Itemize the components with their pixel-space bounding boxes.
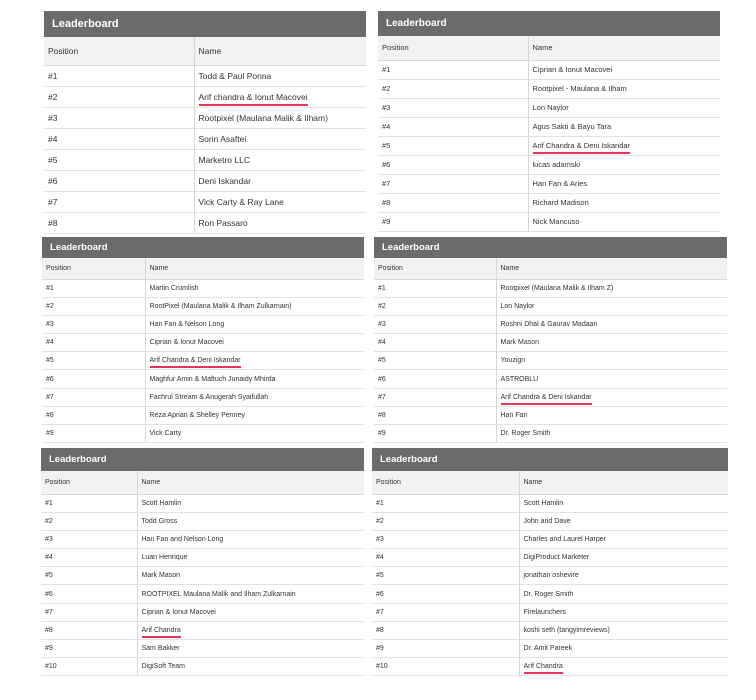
name-text: Scott Hamlin [523,499,564,507]
position-cell: #4 [41,549,137,567]
table-row [42,334,364,352]
name-text: Todd & Paul Ponna [198,70,272,81]
name-text: Dr. Amit Pareek [523,645,573,653]
table-row [378,174,720,193]
position-cell: #6 [372,585,519,603]
column-header-position: Position [374,258,496,279]
table-row [374,279,727,297]
column-header-position: Position [42,258,145,279]
name-text: Nick Mancuso [532,217,580,226]
position-cell: #1 [42,279,145,297]
name-text: Martin Crumlish [149,284,199,292]
leaderboard-1 [44,11,366,234]
leaderboard-title: Leaderboard [42,237,364,258]
table-row [378,79,720,98]
name-text: Dr. Roger Smith [500,430,551,438]
table-row [374,352,727,370]
name-cell [194,170,366,191]
name-text: Roshni Dhal & Gaurav Madaan [500,320,598,328]
leaderboard-title: Leaderboard [378,11,720,36]
highlighted-name: Arif Chandra [524,663,563,674]
leaderboard-title: Leaderboard [41,448,364,471]
position-cell: #8 [378,193,528,212]
leaderboard-table [374,258,727,443]
position-cell: #9 [378,212,528,231]
position-cell: #5 [42,352,145,370]
position-cell: #1 [374,279,496,297]
table-row [44,191,366,212]
name-text: Ciprian & Ionut Macovei [141,608,216,616]
table-row [44,65,366,86]
column-header-name: Name [528,36,720,60]
position-cell: #6 [378,155,528,174]
table-row [41,585,364,603]
name-text: Rootpixel (Maulana Malik & Ilham) [198,112,328,123]
table-row [372,603,728,621]
position-cell: #3 [41,530,137,548]
name-cell [528,212,720,231]
position-cell: #2 [374,297,496,315]
position-cell: #9 [372,640,519,658]
position-cell: #7 [372,603,519,621]
name-cell [528,193,720,212]
name-text: Han Fan and Nelson Long [141,535,224,543]
name-cell [528,155,720,174]
table-row [44,149,366,170]
table-row [41,658,364,676]
position-cell: #3 [374,315,496,333]
leaderboard-table [42,258,364,443]
table-row [372,530,728,548]
name-cell [519,549,728,567]
position-cell: #8 [44,212,194,233]
name-cell [137,658,364,676]
name-cell [519,640,728,658]
name-cell-highlighted [519,658,728,676]
name-cell [145,279,364,297]
name-text: Rootpixel (Maulana Malik & Ilham Z) [500,284,614,292]
name-cell [519,603,728,621]
name-text: ROOTPIXEL Maulana Malik and Ilham Zulkarnain [141,590,296,598]
name-text: ASTROBLU [500,375,539,383]
name-cell [496,425,727,443]
highlighted-name: Arif Chandra & Deni Iskandar [150,357,241,368]
name-cell [145,297,364,315]
position-cell: #5 [372,567,519,585]
highlighted-name: Arif chandra & Ionut Macovei [199,92,308,106]
name-text: Vick Carty & Ray Lane [198,196,284,207]
table-row [374,370,727,388]
leaderboard-title: Leaderboard [44,11,366,37]
table-row [41,621,364,639]
column-header-name: Name [137,471,364,494]
position-cell: #5 [41,567,137,585]
name-text: Sam Bakker [141,645,180,653]
column-header-name: Name [496,258,727,279]
position-cell: #4 [378,117,528,136]
name-cell [496,352,727,370]
table-row [42,315,364,333]
name-text: Charles and Laurel Harper [523,535,606,543]
table-row [378,193,720,212]
table-row [378,60,720,79]
position-cell: #2 [44,86,194,107]
leaderboard-4 [374,237,727,443]
table-row [378,136,720,155]
name-text: Marketro LLC [198,154,250,165]
position-cell: #5 [378,136,528,155]
name-text: Mark Mason [500,339,540,347]
table-row [378,155,720,174]
name-cell [145,425,364,443]
position-cell: #10 [41,658,137,676]
table-row [41,530,364,548]
position-cell: #3 [378,98,528,117]
name-cell [496,406,727,424]
column-header-name: Name [145,258,364,279]
position-cell: #1 [372,494,519,512]
name-cell [145,406,364,424]
name-cell [496,370,727,388]
highlighted-name: Arif Chandra & Deni Iskandar [501,394,592,405]
name-cell [194,65,366,86]
name-cell [519,494,728,512]
table-row [374,334,727,352]
name-cell [145,315,364,333]
name-text: Lon Naylor [532,103,569,112]
position-cell: #2 [42,297,145,315]
name-cell [528,60,720,79]
name-text: DigiSoft Team [141,663,185,671]
name-text: lucas adamski [532,160,581,169]
name-cell [519,621,728,639]
name-cell [496,315,727,333]
name-cell [496,334,727,352]
table-row [41,512,364,530]
position-cell: #7 [41,603,137,621]
position-cell: #1 [41,494,137,512]
name-text: jonathan oshevire [523,572,579,580]
table-row [41,494,364,512]
name-cell [137,530,364,548]
position-cell: #6 [42,370,145,388]
name-text: Todd Gross [141,517,178,525]
table-row [41,549,364,567]
table-row [44,212,366,233]
position-cell: #4 [374,334,496,352]
position-cell: #5 [44,149,194,170]
leaderboard-table [372,471,728,676]
position-cell: #3 [42,315,145,333]
table-row [372,658,728,676]
position-cell: #8 [374,406,496,424]
table-row [372,585,728,603]
name-text: Han Fan [500,411,528,419]
position-cell: #4 [44,128,194,149]
table-row [41,603,364,621]
table-row [44,107,366,128]
position-cell: #9 [41,640,137,658]
name-cell [137,512,364,530]
name-text: Luan Henrique [141,554,188,562]
name-text: Lon Naylor [500,302,535,310]
position-cell: #9 [42,425,145,443]
name-cell [137,585,364,603]
table-row [42,425,364,443]
name-text: Dr. Roger Smith [523,590,574,598]
table-row [372,621,728,639]
name-cell [137,494,364,512]
name-cell-highlighted [496,388,727,406]
table-row [42,279,364,297]
table-row [42,370,364,388]
position-cell: #7 [374,388,496,406]
name-cell [528,117,720,136]
name-cell-highlighted [194,86,366,107]
column-header-position: Position [372,471,519,494]
name-text: Han Fan & Nelson Long [149,320,225,328]
table-row [378,98,720,117]
leaderboard-5 [41,448,364,676]
leaderboard-title: Leaderboard [374,237,727,258]
table-row [374,297,727,315]
name-text: John and Dave [523,517,571,525]
position-cell: #8 [372,621,519,639]
table-row [42,352,364,370]
leaderboard-3 [42,237,364,443]
position-cell: #3 [44,107,194,128]
position-cell: #4 [372,549,519,567]
name-text: DigiProduct Marketer [523,554,590,562]
name-cell [137,640,364,658]
name-cell [194,128,366,149]
name-text: Deni Iskandar [198,175,251,186]
table-row [44,86,366,107]
table-row [44,128,366,149]
position-cell: #2 [372,512,519,530]
position-cell: #6 [44,170,194,191]
name-cell [519,512,728,530]
column-header-position: Position [41,471,137,494]
name-cell [194,107,366,128]
name-cell [528,98,720,117]
position-cell: #8 [41,621,137,639]
position-cell: #8 [42,406,145,424]
highlighted-name: Arif Chandra & Deni Iskandar [533,141,631,154]
table-row [42,297,364,315]
name-text: Fachrul Stream & Anugerah Syaifullah [149,393,269,401]
name-text: Sorin Asaftei [198,133,247,144]
name-cell [519,530,728,548]
position-cell: #7 [44,191,194,212]
column-header-position: Position [44,37,194,65]
position-cell: #7 [42,388,145,406]
table-row [374,425,727,443]
highlighted-name: Arif Chandra [142,627,181,638]
position-cell: #1 [378,60,528,79]
name-text: Firelaunchers [523,608,566,616]
name-text: Vick Carty [149,430,182,438]
column-header-name: Name [519,471,728,494]
name-text: Rootpixel - Maulana & Ilham [532,84,627,93]
position-cell: #10 [372,658,519,676]
position-cell: #6 [41,585,137,603]
leaderboard-table [44,37,366,234]
table-row [372,640,728,658]
name-text: Ciprian & Ionut Macovei [532,65,613,74]
position-cell: #2 [41,512,137,530]
table-row [378,212,720,231]
table-row [372,512,728,530]
name-cell-highlighted [528,136,720,155]
table-row [372,567,728,585]
column-header-name: Name [194,37,366,65]
name-cell [145,388,364,406]
name-cell [194,191,366,212]
table-row [372,494,728,512]
table-row [374,388,727,406]
name-cell [145,370,364,388]
table-row [42,406,364,424]
leaderboard-6 [372,448,728,676]
name-text: Mark Mason [141,572,181,580]
name-cell [145,334,364,352]
name-text: Youzign [500,357,526,365]
position-cell: #3 [372,530,519,548]
position-cell: #1 [44,65,194,86]
leaderboard-2 [378,11,720,232]
table-row [44,170,366,191]
name-cell [519,585,728,603]
name-cell [519,567,728,585]
name-cell [194,212,366,233]
name-cell-highlighted [145,352,364,370]
name-cell [137,603,364,621]
leaderboard-title: Leaderboard [372,448,728,471]
table-row [374,406,727,424]
name-text: Richard Madison [532,198,589,207]
table-row [374,315,727,333]
name-text: Scott Hamlin [141,499,182,507]
name-cell [496,279,727,297]
name-text: koshi seth (tangyimreviews) [523,626,610,634]
name-cell [194,149,366,170]
leaderboard-table [378,36,720,232]
position-cell: #7 [378,174,528,193]
name-cell [137,549,364,567]
name-text: Ciprian & Ionut Macovei [149,339,224,347]
table-row [41,567,364,585]
name-text: Maghfur Amin & Maftuch Junaidy Mhirda [149,375,276,383]
name-text: Han Fan & Aries [532,179,588,188]
name-cell [496,297,727,315]
leaderboard-table [41,471,364,676]
position-cell: #9 [374,425,496,443]
table-row [378,117,720,136]
name-text: RootPixel (Maulana Malik & Ilham Zulkarnain) [149,302,292,310]
name-text: Ron Passaro [198,217,248,228]
name-cell [528,174,720,193]
table-row [372,549,728,567]
table-row [41,640,364,658]
name-cell [137,567,364,585]
position-cell: #4 [42,334,145,352]
position-cell: #2 [378,79,528,98]
position-cell: #5 [374,352,496,370]
name-text: Agus Sakti & Bayu Tara [532,122,612,131]
name-text: Reza Aprian & Shelley Penney [149,411,245,419]
column-header-position: Position [378,36,528,60]
name-cell [528,79,720,98]
name-cell-highlighted [137,621,364,639]
table-row [42,388,364,406]
position-cell: #6 [374,370,496,388]
